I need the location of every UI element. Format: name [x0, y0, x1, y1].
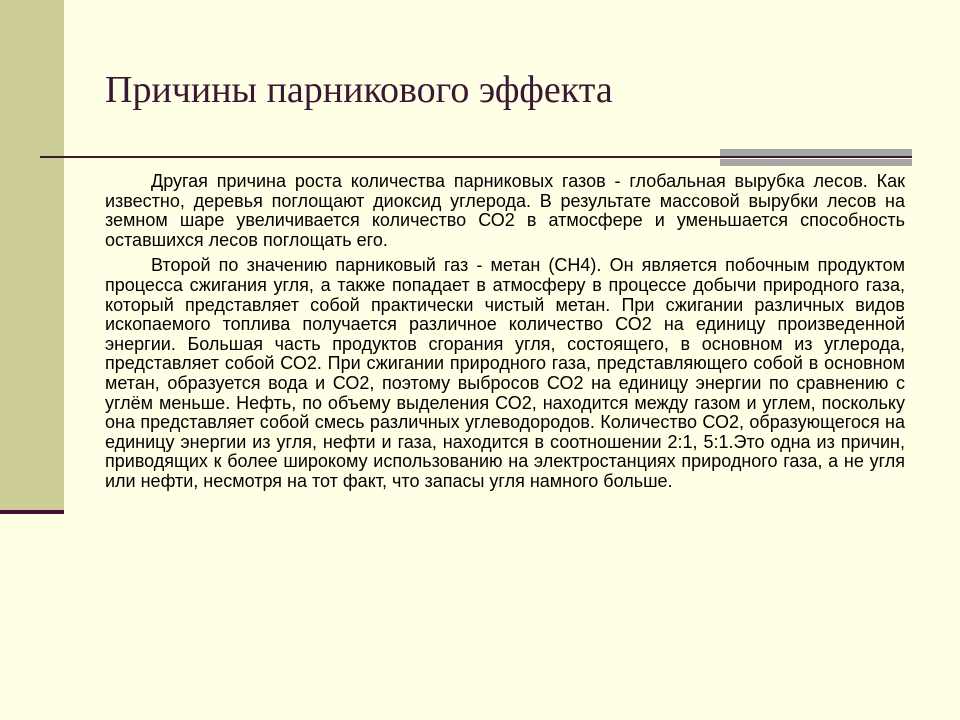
accent-bar-bottom	[720, 159, 912, 166]
body-paragraph-2: Второй по значению парниковый газ - метан (CH4). Он является побочным продуктом процесса сжигания угля, а также попадает в атмосферу в процессе добычи природного газа, который представляет собой практически чистый метан. При сжигании различных видов ископаемого топлива получается различное количество СО2 на единицу произведенной энергии. Большая часть продуктов сгорания угля, состоящего, в основном из углерода, представляет собой СО2. При сжигании природного газа, представляющего собой в основном метан, образуется вода и СО2, поэтому выбросов СО2 на единицу энергии по сравнению с углём меньше. Нефть, по объему выделения СО2, находится между газом и углем, поскольку она представляет собой смесь различных углеводородов. Количество СО2, образующегося на единицу энергии из угля, нефти и газа, находится в соотношении 2:1, 5:1.Это одна из причин, приводящих к более широкому использованию на электростанциях природного газа, а не угля или нефти, несмотря на тот факт, что запасы угля намного больше.	[105, 255, 905, 491]
slide-body	[105, 172, 905, 498]
title-accent-bars	[720, 149, 912, 166]
side-decorative-band	[0, 0, 64, 512]
accent-bar-top	[720, 149, 912, 156]
side-band-rule	[0, 510, 64, 514]
body-paragraph-1: Другая причина роста количества парниковых газов - глобальная вырубка лесов. Как известно, деревья поглощают диоксид углерода. В результате массовой вырубки лесов на земном шаре увеличивается количество СО2 в атмосфере и уменьшается способность оставшихся лесов поглощать его.	[105, 171, 905, 250]
slide-title: Причины парникового эффекта	[105, 69, 613, 111]
